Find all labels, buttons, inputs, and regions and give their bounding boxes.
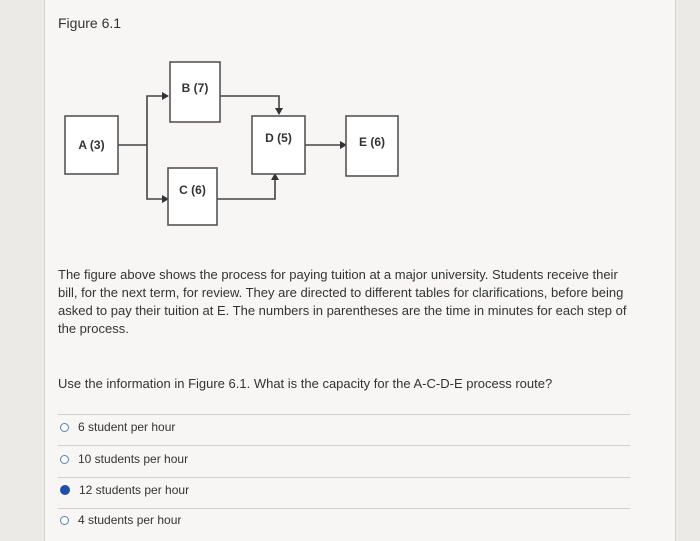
flow-connectors <box>118 96 346 199</box>
radio-button[interactable] <box>60 485 70 495</box>
answer-option-3[interactable] <box>60 483 189 497</box>
connector-split-to-b <box>147 96 168 145</box>
process-flow-diagram <box>0 0 700 260</box>
answer-option-label: 12 students per hour <box>79 483 190 497</box>
node-c-label: C (6) <box>179 183 206 197</box>
connector-split-to-c <box>147 145 168 199</box>
node-e-label: E (6) <box>358 135 386 149</box>
option-divider <box>58 445 630 446</box>
answer-option-1[interactable] <box>60 420 175 434</box>
option-divider <box>58 477 630 478</box>
problem-description: The figure above shows the process for paying tuition at a major university. Students receive their bill, for the next term, for review. They are directed to different tables for clarifications, before being asked to pay their tuition at E. The numbers in parentheses are the time in minutes for each step of the process. <box>58 267 627 336</box>
node-c <box>168 168 217 225</box>
answer-option-4[interactable] <box>60 513 181 527</box>
node-a-label: A (3) <box>78 138 105 152</box>
node-e <box>346 116 398 176</box>
connector-c-to-d <box>217 174 275 199</box>
node-b <box>170 62 220 122</box>
answer-option-label: 6 student per hour <box>78 420 176 434</box>
answer-option-label: 4 students per hour <box>78 513 182 527</box>
option-divider <box>58 508 630 509</box>
answer-option-label: 10 students per hour <box>78 452 189 466</box>
node-b-label: B (7) <box>181 81 209 95</box>
node-a <box>65 116 118 174</box>
radio-button[interactable] <box>60 423 69 432</box>
option-divider <box>58 414 630 415</box>
node-d <box>252 116 305 174</box>
radio-button[interactable] <box>60 516 69 525</box>
node-d-label: D (5) <box>265 131 292 145</box>
connector-b-to-d <box>220 96 279 114</box>
radio-button[interactable] <box>60 455 69 464</box>
question-text: Use the information in Figure 6.1. What is the capacity for the A-C-D-E process route? <box>58 376 553 391</box>
answer-option-2[interactable] <box>60 452 188 466</box>
figure-title: Figure 6.1 <box>58 15 122 31</box>
